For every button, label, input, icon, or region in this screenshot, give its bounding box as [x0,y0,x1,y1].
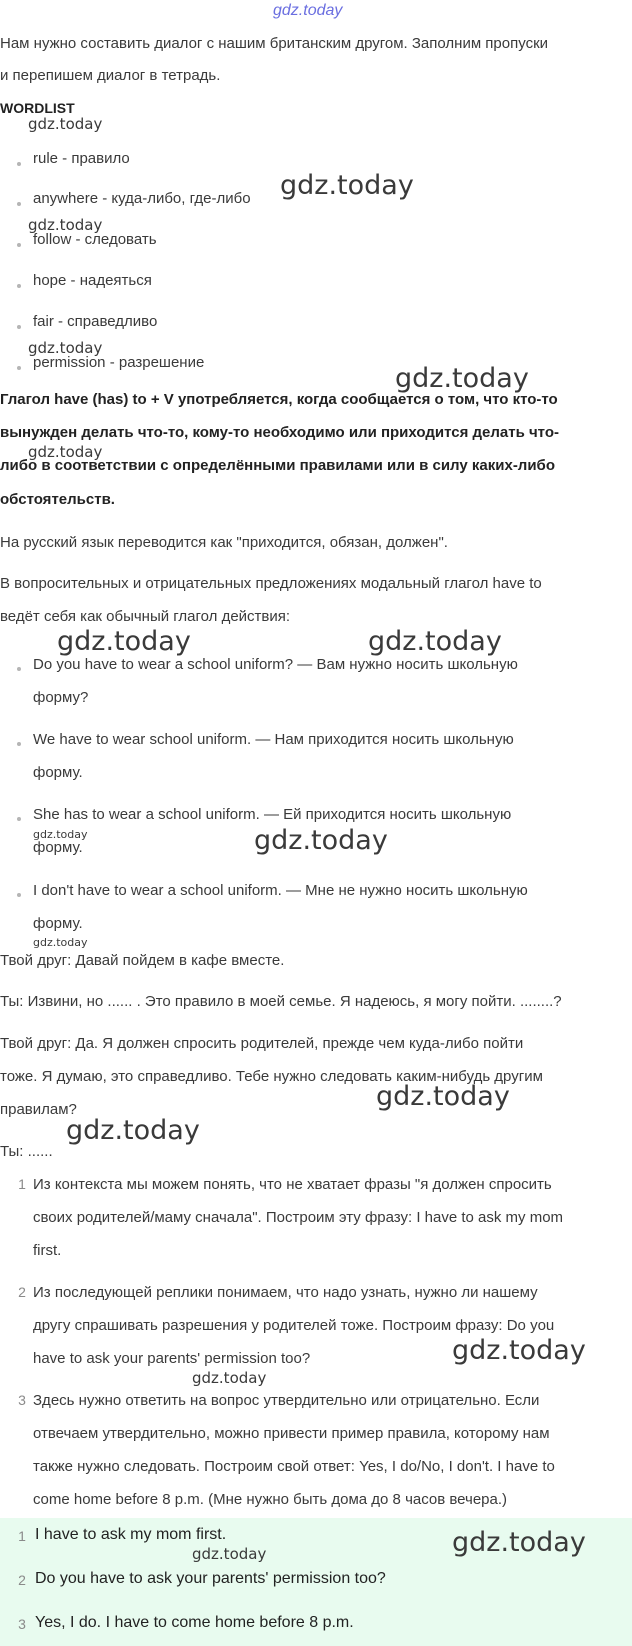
watermark: gdz.today [368,626,502,657]
example-line: I don't have to wear a school uniform. — Мне не нужно носить школьную [33,882,528,899]
example-line: Do you have to wear a school uniform? — Вам нужно носить школьную [33,656,518,673]
dialogue-line: Ты: ...... [0,1143,53,1160]
explanation-line: также нужно следовать. Построим свой ответ: Yes, I do/No, I don't. I have to [33,1458,555,1475]
wordlist-item: follow - следовать [33,231,157,248]
watermark: gdz.today [28,115,103,133]
example-line: форму. [33,915,83,932]
dialogue-line: Твой друг: Да. Я должен спросить родителей, прежде чем куда-либо пойти [0,1035,524,1052]
grammar-rule-line: либо в соответствии с определёнными правилами или в силу каких-либо [0,457,555,474]
wordlist-item: rule - правило [33,150,130,167]
watermark: gdz.today [452,1527,586,1558]
grammar-rule-line: обстоятельств. [0,491,115,508]
example-line: форму. [33,764,83,781]
site-logo[interactable]: gdz.today [273,2,343,19]
explanation-line: Из контекста мы можем понять, что не хватает фразы "я должен спросить [33,1176,552,1193]
watermark: gdz.today [28,339,103,357]
example-line: форму. [33,839,83,856]
watermark: gdz.today [28,216,103,234]
watermark: gdz.today [280,170,414,201]
dialogue-line: Твой друг: Давай пойдем в кафе вместе. [0,952,285,969]
answer-number: 2 [18,1572,26,1588]
watermark: gdz.today [192,1545,267,1563]
answer-number: 3 [18,1616,26,1632]
wordlist-item: permission - разрешение [33,354,205,371]
list-number: 3 [18,1392,26,1408]
bullet-icon [17,667,21,671]
explanation-line: другу спрашивать разрешения у родителей тоже. Построим фразу: Do you [33,1317,555,1334]
translation-note: На русский язык переводится как "приходится, обязан, должен". [0,534,448,551]
bullet-icon [17,893,21,897]
bullet-icon [17,742,21,746]
bullet-icon [17,243,21,247]
grammar-rule-line: Глагол have (has) to + V употребляется, когда сообщается о том, что кто-то [0,391,558,408]
question-note-line: ведёт себя как обычный глагол действия: [0,608,291,625]
bullet-icon [17,162,21,166]
bullet-icon [17,325,21,329]
explanation-line: Здесь нужно ответить на вопрос утвердительно или отрицательно. Если [33,1392,540,1409]
watermark: gdz.today [376,1081,510,1112]
answer-number: 1 [18,1528,26,1544]
question-note-line: В вопросительных и отрицательных предложениях модальный глагол have to [0,575,542,592]
list-number: 1 [18,1176,26,1192]
explanation-line: отвечаем утвердительно, можно привести пример правила, которому нам [33,1425,550,1442]
wordlist-item: hope - надеяться [33,272,152,289]
list-number: 2 [18,1284,26,1300]
watermark: gdz.today [66,1115,200,1146]
explanation-line: своих родителей/маму сначала". Построим эту фразу: I have to ask my mom [33,1209,564,1226]
answer-text: Do you have to ask your parents' permission too? [35,1570,386,1587]
example-line: форму? [33,689,89,706]
watermark: gdz.today [33,828,88,841]
wordlist-item: fair - справедливо [33,313,158,330]
explanation-line: first. [33,1242,62,1259]
dialogue-line: тоже. Я думаю, это справедливо. Тебе нужно следовать каким-нибудь другим [0,1068,543,1085]
bullet-icon [17,202,21,206]
watermark: gdz.today [452,1335,586,1366]
example-line: She has to wear a school uniform. — Ей приходится носить школьную [33,806,512,823]
watermark: gdz.today [395,363,529,394]
grammar-rule-line: вынужден делать что-то, кому-то необходимо или приходится делать что- [0,424,559,441]
answer-text: I have to ask my mom first. [35,1526,227,1543]
watermark: gdz.today [192,1369,267,1387]
bullet-icon [17,366,21,370]
explanation-line: come home before 8 p.m. (Мне нужно быть дома до 8 часов вечера.) [33,1491,508,1508]
wordlist-title: WORDLIST [0,100,75,116]
bullet-icon [17,284,21,288]
watermark: gdz.today [254,825,388,856]
dialogue-line: правилам? [0,1101,77,1118]
watermark: gdz.today [28,443,103,461]
example-line: We have to wear school uniform. — Нам приходится носить школьную [33,731,514,748]
wordlist-item: anywhere - куда-либо, где-либо [33,190,251,207]
answer-text: Yes, I do. I have to come home before 8 p.m. [35,1614,354,1631]
intro-line-2: и перепишем диалог в тетрадь. [0,67,221,84]
intro-line-1: Нам нужно составить диалог с нашим британским другом. Заполним пропуски [0,35,549,52]
bullet-icon [17,817,21,821]
explanation-line: have to ask your parents' permission too? [33,1350,311,1367]
watermark: gdz.today [33,936,88,949]
explanation-line: Из последующей реплики понимаем, что надо узнать, нужно ли нашему [33,1284,538,1301]
watermark: gdz.today [57,626,191,657]
dialogue-line: Ты: Извини, но ...... . Это правило в моей семье. Я надеюсь, я могу пойти. ........? [0,993,562,1010]
